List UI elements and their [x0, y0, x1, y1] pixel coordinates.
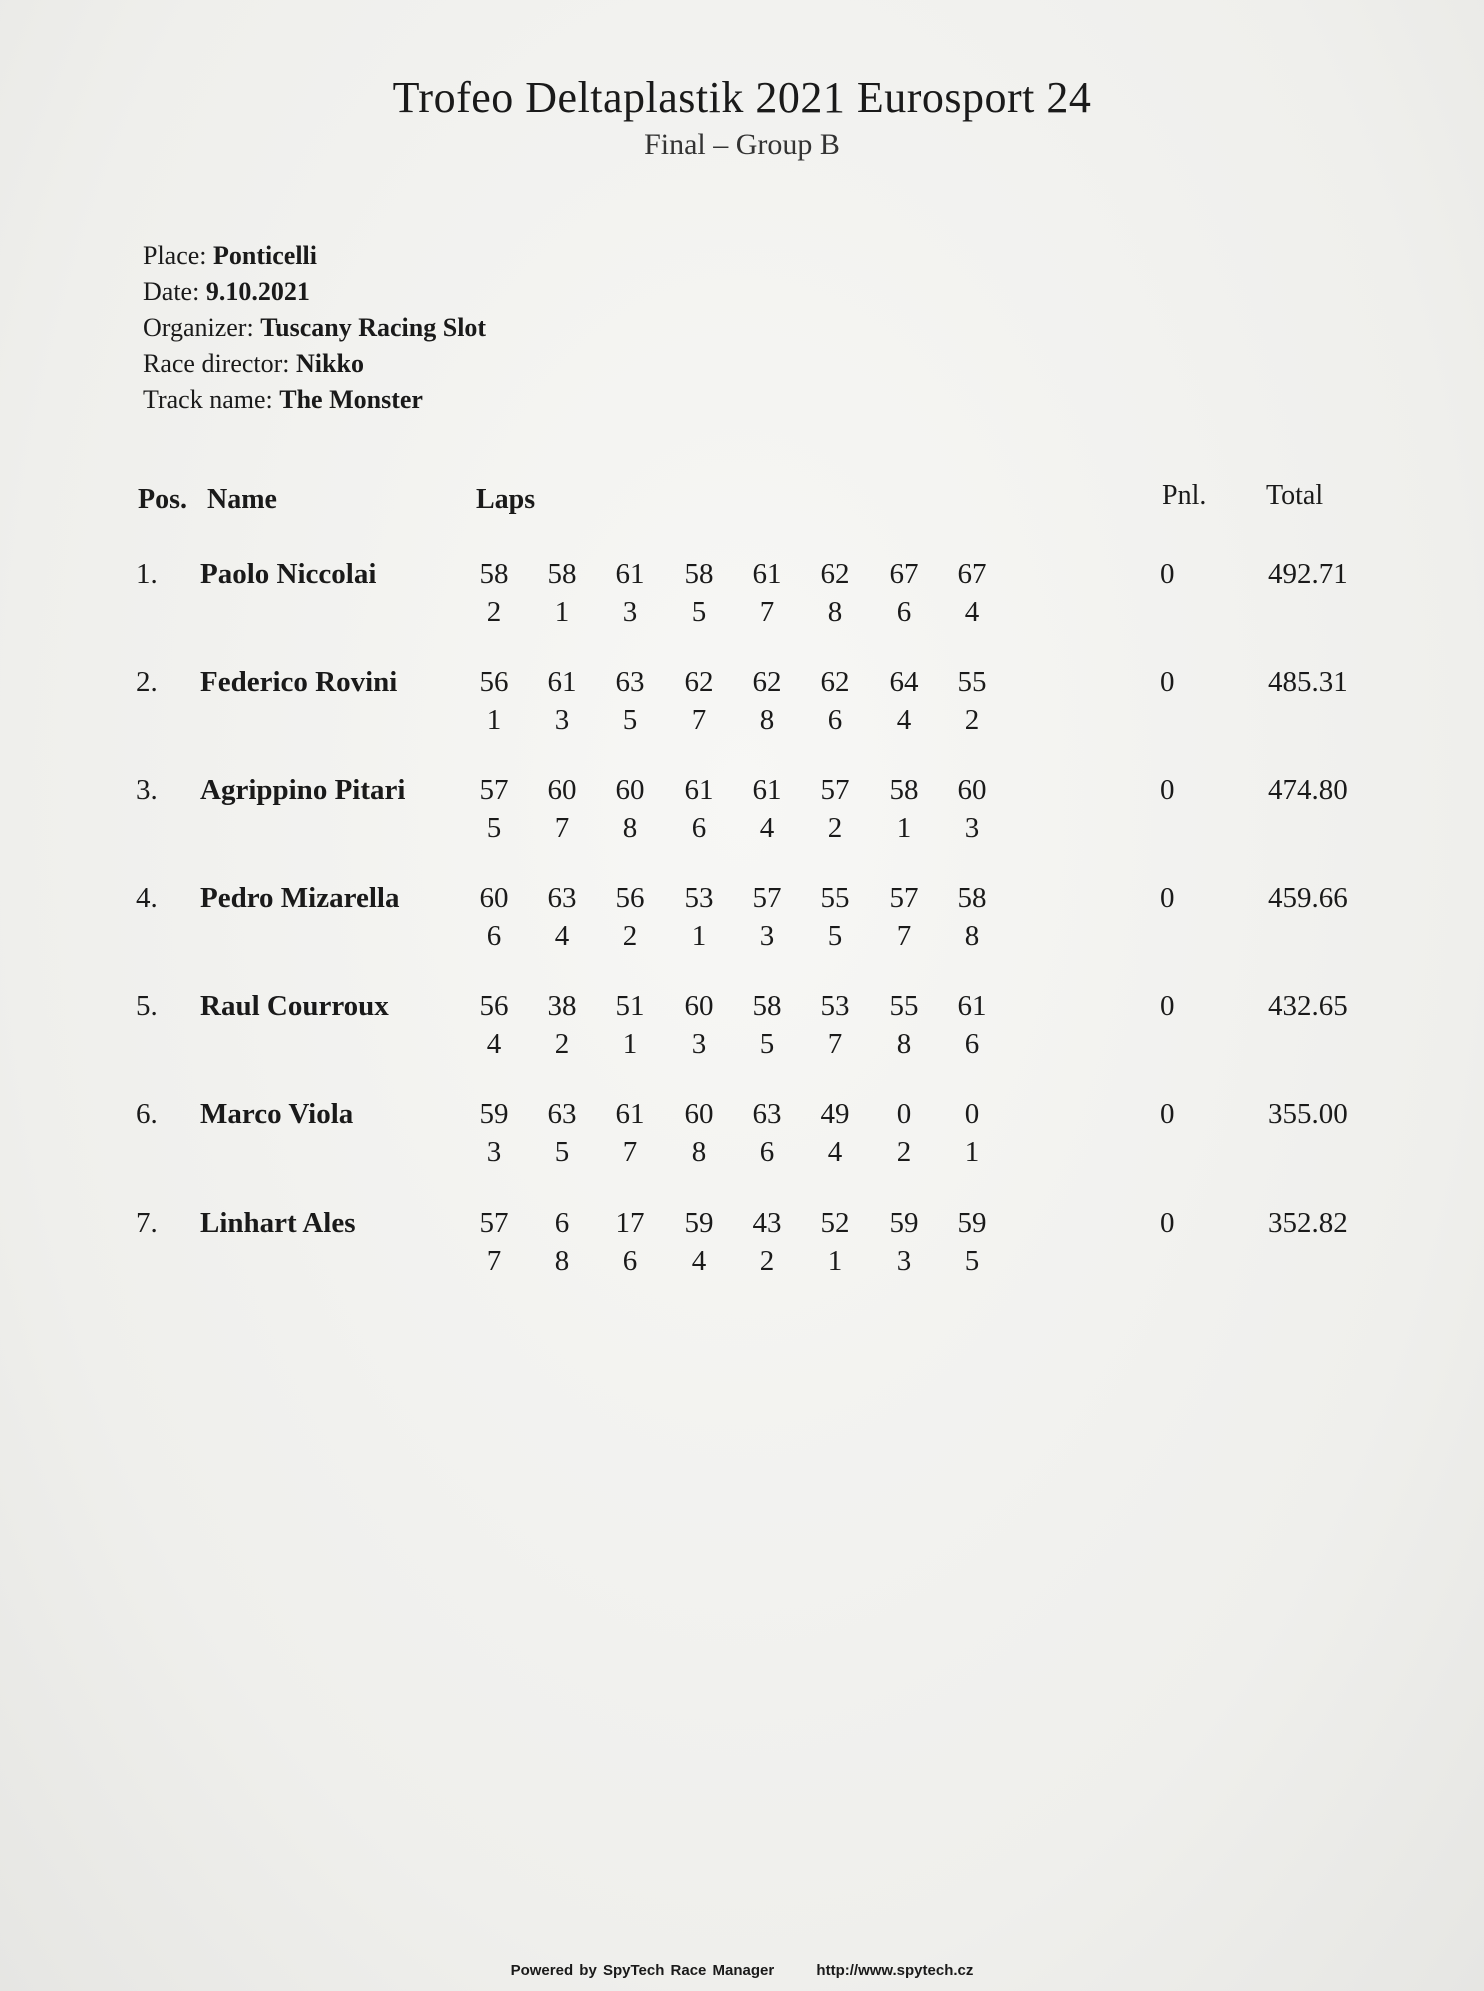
- info-value: Tuscany Racing Slot: [260, 313, 487, 342]
- lane-number: 6: [964, 1028, 980, 1060]
- lap-count: 67: [889, 558, 919, 590]
- driver-name: Federico Rovini: [200, 666, 398, 698]
- result-row: [0, 1207, 1484, 1287]
- lap-count: 17: [615, 1207, 645, 1239]
- footer-powered-by: Powered by SpyTech Race Manager: [510, 1962, 775, 1979]
- lap-count: 61: [957, 990, 987, 1022]
- lap-count: 53: [820, 990, 850, 1022]
- penalty-value: 0: [1160, 666, 1175, 698]
- lane-number: 5: [691, 596, 707, 628]
- info-value: 9.10.2021: [205, 277, 310, 306]
- info-date: [143, 274, 486, 310]
- result-position: 4.: [136, 882, 158, 914]
- result-position: 3.: [136, 774, 158, 806]
- info-label: Organizer:: [143, 313, 254, 342]
- lane-number: 7: [827, 1028, 843, 1060]
- lane-number: 4: [759, 812, 775, 844]
- lap-count: 62: [820, 558, 850, 590]
- lap-count: 55: [820, 882, 850, 914]
- lap-count: 55: [889, 990, 919, 1022]
- lane-number: 6: [622, 1245, 638, 1277]
- result-row: [0, 990, 1484, 1070]
- lane-number: 3: [554, 704, 570, 736]
- driver-name: Linhart Ales: [200, 1207, 356, 1239]
- lane-number: 8: [827, 596, 843, 628]
- penalty-value: 0: [1160, 990, 1175, 1022]
- lane-number: 7: [486, 1245, 502, 1277]
- lane-number: 2: [827, 812, 843, 844]
- lane-number: 8: [759, 704, 775, 736]
- lane-number: 3: [486, 1136, 502, 1168]
- total-value: 474.80: [1268, 774, 1348, 806]
- lap-count: 60: [615, 774, 645, 806]
- lap-count: 61: [752, 774, 782, 806]
- lap-count: 59: [684, 1207, 714, 1239]
- lap-count: 61: [615, 1098, 645, 1130]
- lap-count: 58: [957, 882, 987, 914]
- penalty-value: 0: [1160, 882, 1175, 914]
- total-value: 492.71: [1268, 558, 1348, 590]
- lap-count: 64: [889, 666, 919, 698]
- lane-number: 2: [964, 704, 980, 736]
- race-info: [143, 238, 486, 418]
- result-position: 5.: [136, 990, 158, 1022]
- lap-count: 62: [684, 666, 714, 698]
- lane-number: 4: [964, 596, 980, 628]
- lane-number: 1: [827, 1245, 843, 1277]
- penalty-value: 0: [1160, 774, 1175, 806]
- info-label: Date:: [143, 277, 200, 306]
- lap-count: 63: [547, 882, 577, 914]
- lane-number: 5: [964, 1245, 980, 1277]
- lane-number: 5: [622, 704, 638, 736]
- total-value: 459.66: [1268, 882, 1348, 914]
- lap-count: 59: [889, 1207, 919, 1239]
- lap-count: 62: [820, 666, 850, 698]
- result-position: 6.: [136, 1098, 158, 1130]
- lane-number: 6: [486, 920, 502, 952]
- column-header-total: Total: [1266, 480, 1324, 511]
- lap-count: 60: [547, 774, 577, 806]
- lane-number: 5: [486, 812, 502, 844]
- info-organizer: [143, 310, 486, 346]
- lap-count: 67: [957, 558, 987, 590]
- lane-number: 5: [827, 920, 843, 952]
- lane-number: 6: [827, 704, 843, 736]
- info-place: [143, 238, 486, 274]
- lap-count: 60: [684, 1098, 714, 1130]
- total-value: 352.82: [1268, 1207, 1348, 1239]
- lap-count: 43: [752, 1207, 782, 1239]
- lap-count: 57: [820, 774, 850, 806]
- info-value: Nikko: [296, 349, 364, 378]
- lap-count: 52: [820, 1207, 850, 1239]
- result-position: 1.: [136, 558, 158, 590]
- lap-count: 53: [684, 882, 714, 914]
- lap-count: 62: [752, 666, 782, 698]
- lap-count: 61: [615, 558, 645, 590]
- lane-number: 8: [691, 1136, 707, 1168]
- info-value: The Monster: [279, 385, 423, 414]
- lane-number: 5: [554, 1136, 570, 1168]
- column-header-laps: Laps: [476, 484, 536, 515]
- lap-count: 0: [896, 1098, 912, 1130]
- column-header-pnl: Pnl.: [1162, 480, 1207, 511]
- lap-count: 60: [479, 882, 509, 914]
- footer-url: http://www.spytech.cz: [816, 1962, 974, 1979]
- lane-number: 1: [691, 920, 707, 952]
- lane-number: 4: [554, 920, 570, 952]
- result-position: 7.: [136, 1207, 158, 1239]
- lane-number: 7: [896, 920, 912, 952]
- info-label: Track name:: [143, 385, 273, 414]
- lap-count: 57: [479, 774, 509, 806]
- driver-name: Agrippino Pitari: [200, 774, 406, 806]
- lane-number: 2: [759, 1245, 775, 1277]
- penalty-value: 0: [1160, 1207, 1175, 1239]
- lap-count: 60: [684, 990, 714, 1022]
- lane-number: 1: [622, 1028, 638, 1060]
- lap-count: 56: [479, 990, 509, 1022]
- lap-count: 58: [547, 558, 577, 590]
- lane-number: 2: [896, 1136, 912, 1168]
- lap-count: 58: [684, 558, 714, 590]
- driver-name: Pedro Mizarella: [200, 882, 400, 914]
- lane-number: 3: [964, 812, 980, 844]
- lap-count: 61: [752, 558, 782, 590]
- info-race-director: [143, 346, 486, 382]
- lane-number: 3: [691, 1028, 707, 1060]
- lane-number: 8: [896, 1028, 912, 1060]
- lane-number: 7: [759, 596, 775, 628]
- lap-count: 63: [752, 1098, 782, 1130]
- lap-count: 51: [615, 990, 645, 1022]
- footer: [0, 1962, 1484, 1979]
- result-row: [0, 774, 1484, 854]
- lane-number: 3: [896, 1245, 912, 1277]
- lap-count: 57: [889, 882, 919, 914]
- document-title: Trofeo Deltaplastik 2021 Eurosport 24: [392, 73, 1092, 122]
- lane-number: 6: [896, 596, 912, 628]
- lane-number: 4: [827, 1136, 843, 1168]
- driver-name: Raul Courroux: [200, 990, 389, 1022]
- result-row: [0, 558, 1484, 638]
- lane-number: 6: [759, 1136, 775, 1168]
- driver-name: Marco Viola: [200, 1098, 354, 1130]
- lap-count: 6: [554, 1207, 570, 1239]
- result-row: [0, 1098, 1484, 1178]
- lane-number: 7: [554, 812, 570, 844]
- lane-number: 3: [759, 920, 775, 952]
- penalty-value: 0: [1160, 558, 1175, 590]
- lane-number: 2: [622, 920, 638, 952]
- lap-count: 57: [752, 882, 782, 914]
- total-value: 432.65: [1268, 990, 1348, 1022]
- penalty-value: 0: [1160, 1098, 1175, 1130]
- lane-number: 8: [622, 812, 638, 844]
- total-value: 355.00: [1268, 1098, 1348, 1130]
- lane-number: 8: [554, 1245, 570, 1277]
- lane-number: 8: [964, 920, 980, 952]
- lap-count: 56: [615, 882, 645, 914]
- lane-number: 2: [486, 596, 502, 628]
- lane-number: 1: [896, 812, 912, 844]
- lane-number: 6: [691, 812, 707, 844]
- result-row: [0, 666, 1484, 746]
- lap-count: 0: [964, 1098, 980, 1130]
- lap-count: 63: [615, 666, 645, 698]
- info-value: Ponticelli: [213, 241, 318, 270]
- total-value: 485.31: [1268, 666, 1348, 698]
- lap-count: 63: [547, 1098, 577, 1130]
- lane-number: 7: [691, 704, 707, 736]
- result-row: [0, 882, 1484, 962]
- driver-name: Paolo Niccolai: [200, 558, 377, 590]
- lane-number: 4: [486, 1028, 502, 1060]
- lane-number: 5: [759, 1028, 775, 1060]
- lane-number: 1: [554, 596, 570, 628]
- lane-number: 3: [622, 596, 638, 628]
- lane-number: 1: [486, 704, 502, 736]
- lap-count: 57: [479, 1207, 509, 1239]
- result-position: 2.: [136, 666, 158, 698]
- lap-count: 56: [479, 666, 509, 698]
- info-label: Place:: [143, 241, 207, 270]
- lane-number: 4: [691, 1245, 707, 1277]
- lap-count: 61: [684, 774, 714, 806]
- lane-number: 1: [964, 1136, 980, 1168]
- lap-count: 60: [957, 774, 987, 806]
- lap-count: 49: [820, 1098, 850, 1130]
- lap-count: 58: [752, 990, 782, 1022]
- lane-number: 2: [554, 1028, 570, 1060]
- info-label: Race director:: [143, 349, 290, 378]
- column-header-pos: Pos.: [138, 484, 187, 515]
- lane-number: 4: [896, 704, 912, 736]
- lap-count: 58: [889, 774, 919, 806]
- lap-count: 59: [479, 1098, 509, 1130]
- document-subtitle: Final – Group B: [644, 128, 840, 161]
- info-track-name: [143, 382, 486, 418]
- lap-count: 61: [547, 666, 577, 698]
- lap-count: 59: [957, 1207, 987, 1239]
- lap-count: 38: [547, 990, 577, 1022]
- lap-count: 58: [479, 558, 509, 590]
- lap-count: 55: [957, 666, 987, 698]
- column-header-name: Name: [207, 484, 277, 515]
- lane-number: 7: [622, 1136, 638, 1168]
